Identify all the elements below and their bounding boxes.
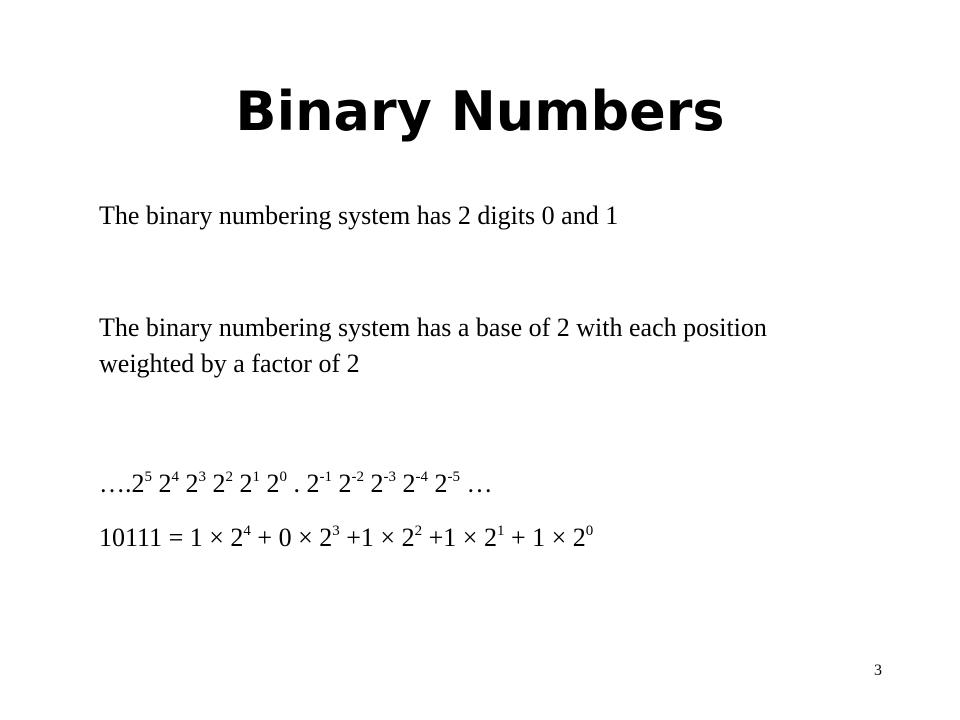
term-coefficient: 0: [278, 523, 292, 552]
term-operator: +: [504, 523, 533, 552]
term-base: 2: [401, 523, 415, 552]
weight-base: 2: [239, 469, 253, 498]
times-symbol: ×: [298, 523, 313, 552]
times-symbol: ×: [209, 523, 224, 552]
weight-exponent: 1: [252, 469, 260, 485]
weights-prefix: ….: [99, 469, 132, 498]
weight-base: 2: [370, 469, 384, 498]
weight-base: .: [293, 469, 300, 498]
weight-base: 2: [158, 469, 172, 498]
term-coefficient: 1: [443, 523, 457, 552]
paragraph-binary-base: The binary numbering system has a base of 2 with each position weighted by a factor of 2: [99, 313, 767, 378]
weight-base: 2: [212, 469, 226, 498]
weight-exponent: 0: [279, 469, 287, 485]
weight-exponent: -3: [383, 469, 396, 485]
paragraph-binary-digits: The binary numbering system has 2 digits 0 and 1: [99, 201, 619, 230]
term-base: 2: [483, 523, 497, 552]
weight-exponent: 3: [198, 469, 206, 485]
weight-base: 2: [266, 469, 280, 498]
term-exponent: 0: [585, 523, 594, 539]
slide-title: Binary Numbers: [235, 80, 725, 143]
times-symbol: ×: [551, 523, 567, 552]
weight-base: 2: [338, 469, 352, 498]
weight-base: 2: [306, 469, 320, 498]
term-exponent: 3: [332, 523, 340, 539]
term-exponent: 2: [414, 523, 423, 539]
page-number: 3: [874, 662, 882, 679]
weights-suffix: …: [466, 469, 493, 498]
term-exponent: 1: [496, 523, 505, 539]
weight-exponent: -1: [319, 469, 332, 485]
weight-exponent: -5: [447, 469, 460, 485]
times-symbol: ×: [462, 523, 478, 552]
weight-exponent: -4: [415, 469, 428, 485]
term-coefficient: 1: [532, 523, 546, 552]
term-base: 2: [230, 523, 244, 552]
term-exponent: 4: [243, 523, 251, 539]
weight-base: 2: [434, 469, 448, 498]
equation-lhs: 10111 =: [99, 523, 190, 552]
term-base: 2: [319, 523, 333, 552]
term-operator: +: [250, 523, 279, 552]
weight-base: 2: [402, 469, 416, 498]
term-base: 2: [572, 523, 586, 552]
binary-expansion-equation: [99, 520, 593, 556]
term-operator: +: [422, 523, 444, 552]
times-symbol: ×: [380, 523, 396, 552]
weight-exponent: 4: [171, 469, 179, 485]
term-coefficient: 1: [189, 523, 203, 552]
term-operator: +: [339, 523, 361, 552]
weight-exponent: 5: [144, 469, 152, 485]
weight-exponent: 2: [225, 469, 233, 485]
weight-base: 2: [185, 469, 199, 498]
term-coefficient: 1: [360, 523, 374, 552]
weight-exponent: -2: [351, 469, 364, 485]
weight-base: 2: [131, 469, 145, 498]
positional-weights-line: [99, 466, 493, 502]
